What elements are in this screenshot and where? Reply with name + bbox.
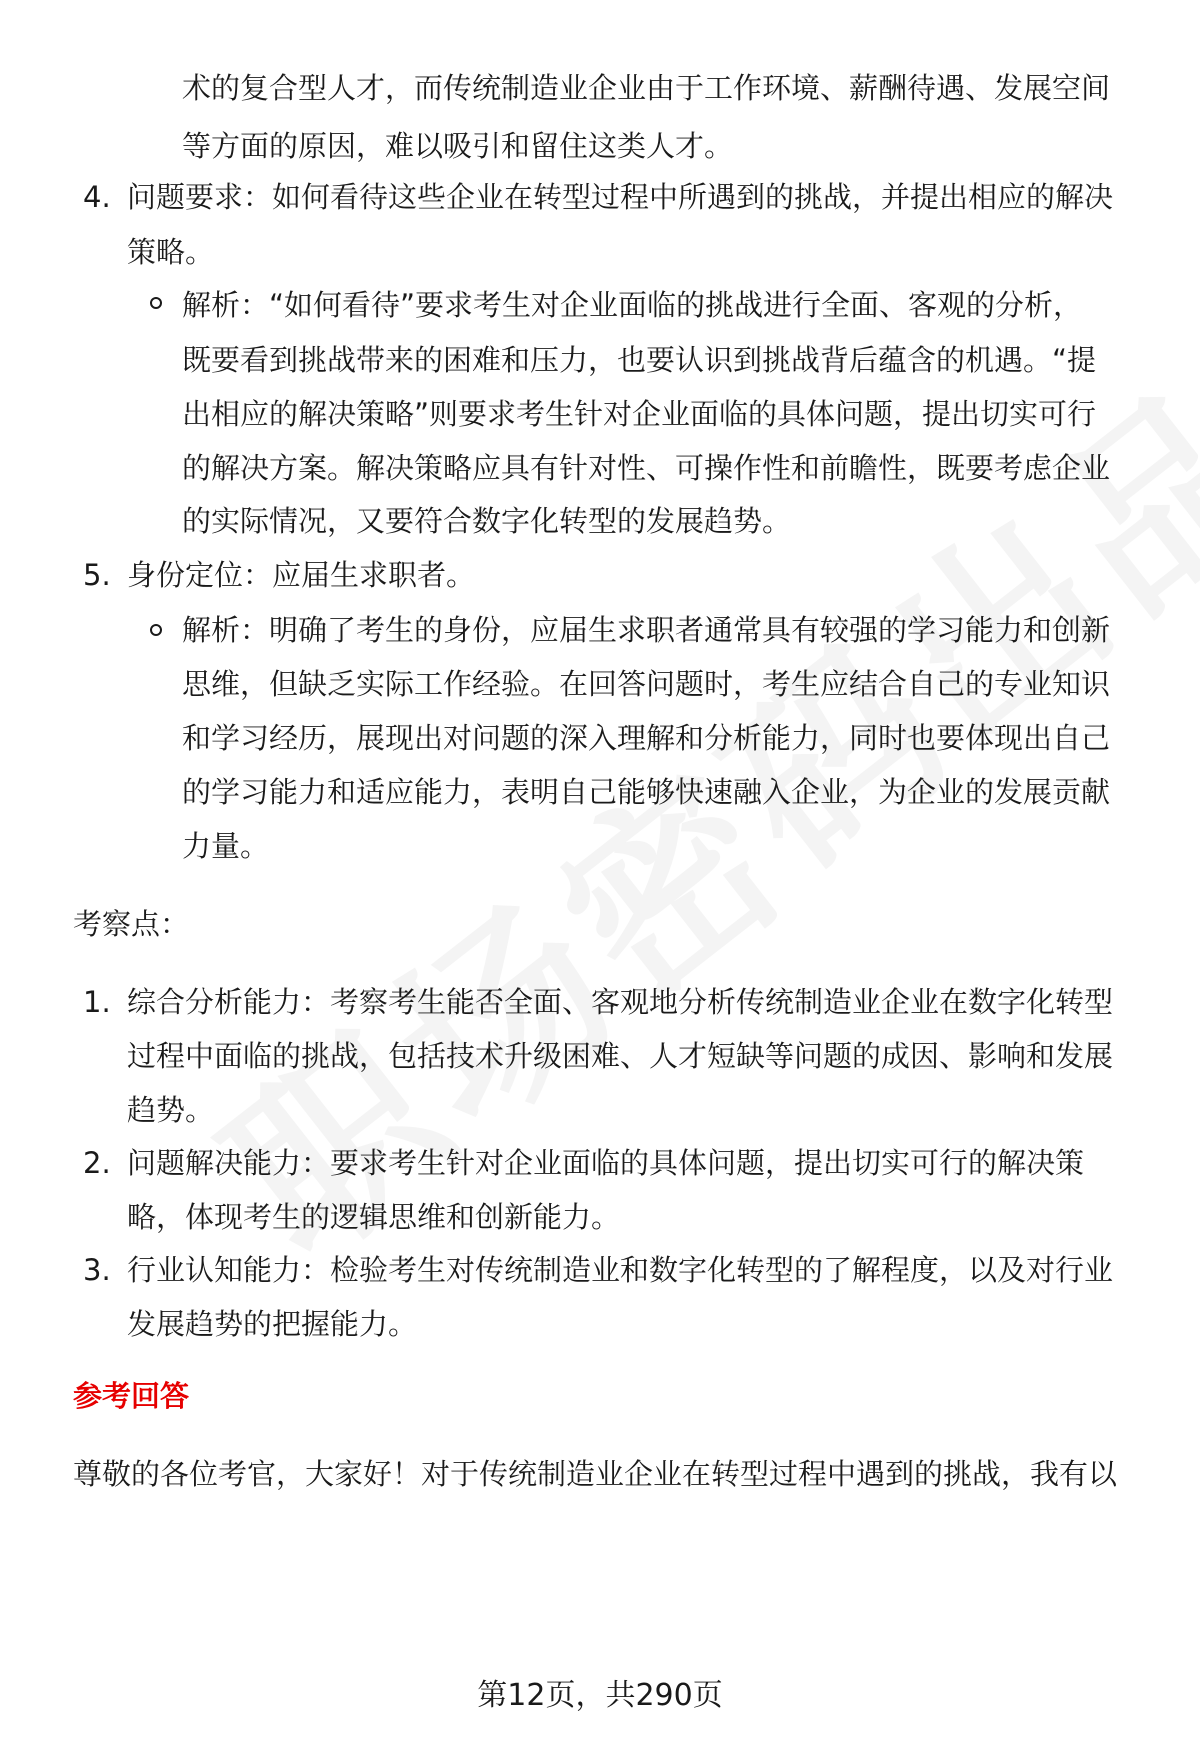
list-item-line: 身份定位：应届生求职者。 — [127, 558, 476, 592]
list-number: 1. — [83, 985, 111, 1019]
list-item-line: 综合分析能力：考察考生能否全面、客观地分析传统制造业企业在数字化转型 — [127, 985, 1114, 1019]
sub-item-line: 和学习经历，展现出对问题的深入理解和分析能力，同时也要体现出自己 — [182, 721, 1111, 755]
sub-item-line: 出相应的解决策略”则要求考生针对企业面临的具体问题，提出切实可行 — [182, 397, 1097, 431]
sub-item-line: 思维，但缺乏实际工作经验。在回答问题时，考生应结合自己的专业知识 — [182, 667, 1111, 701]
list-number: 3. — [83, 1253, 111, 1287]
reference-answer-heading: 参考回答 — [73, 1379, 190, 1413]
paragraph-line: 术的复合型人才，而传统制造业企业由于工作环境、薪酬待遇、发展空间 — [182, 71, 1111, 105]
page-number: 第12页，共290页 — [477, 1678, 723, 1713]
list-number: 2. — [83, 1146, 111, 1180]
sub-item-line: 解析：明确了考生的身份，应届生求职者通常具有较强的学习能力和创新 — [182, 613, 1111, 647]
list-item-line: 策略。 — [127, 235, 215, 269]
list-item-line: 问题解决能力：要求考生针对企业面临的具体问题，提出切实可行的解决策 — [127, 1146, 1085, 1180]
paragraph-line: 等方面的原因，难以吸引和留住这类人才。 — [182, 129, 734, 163]
sub-item-line: 既要看到挑战带来的困难和压力，也要认识到挑战背后蕴含的机遇。“提 — [182, 343, 1097, 377]
list-item-line: 发展趋势的把握能力。 — [127, 1307, 418, 1341]
sub-item-line: 力量。 — [182, 829, 270, 863]
sub-item-line: 的实际情况，又要符合数字化转型的发展趋势。 — [182, 504, 792, 538]
sub-item-line: 的学习能力和适应能力，表明自己能够快速融入企业，为企业的发展贡献 — [182, 775, 1111, 809]
sub-bullet-icon — [150, 624, 162, 636]
list-item-line: 略，体现考生的逻辑思维和创新能力。 — [127, 1200, 621, 1234]
list-number: 5. — [83, 558, 111, 592]
sub-bullet-icon — [150, 297, 162, 309]
sub-item-line: 解析：“如何看待”要求考生对企业面临的挑战进行全面、客观的分析， — [182, 288, 1083, 322]
list-item-line: 趋势。 — [127, 1093, 215, 1127]
section-title: 考察点： — [73, 907, 190, 941]
list-item-line: 问题要求：如何看待这些企业在转型过程中所遇到的挑战，并提出相应的解决 — [127, 180, 1114, 214]
sub-item-line: 的解决方案。解决策略应具有针对性、可操作性和前瞻性，既要考虑企业 — [182, 451, 1111, 485]
list-item-line: 过程中面临的挑战，包括技术升级困难、人才短缺等问题的成因、影响和发展 — [127, 1039, 1114, 1073]
list-item-line: 行业认知能力：检验考生对传统制造业和数字化转型的了解程度，以及对行业 — [127, 1253, 1114, 1287]
list-number: 4. — [83, 180, 111, 214]
reference-answer-text: 尊敬的各位考官，大家好！对于传统制造业企业在转型过程中遇到的挑战，我有以 — [73, 1457, 1118, 1491]
